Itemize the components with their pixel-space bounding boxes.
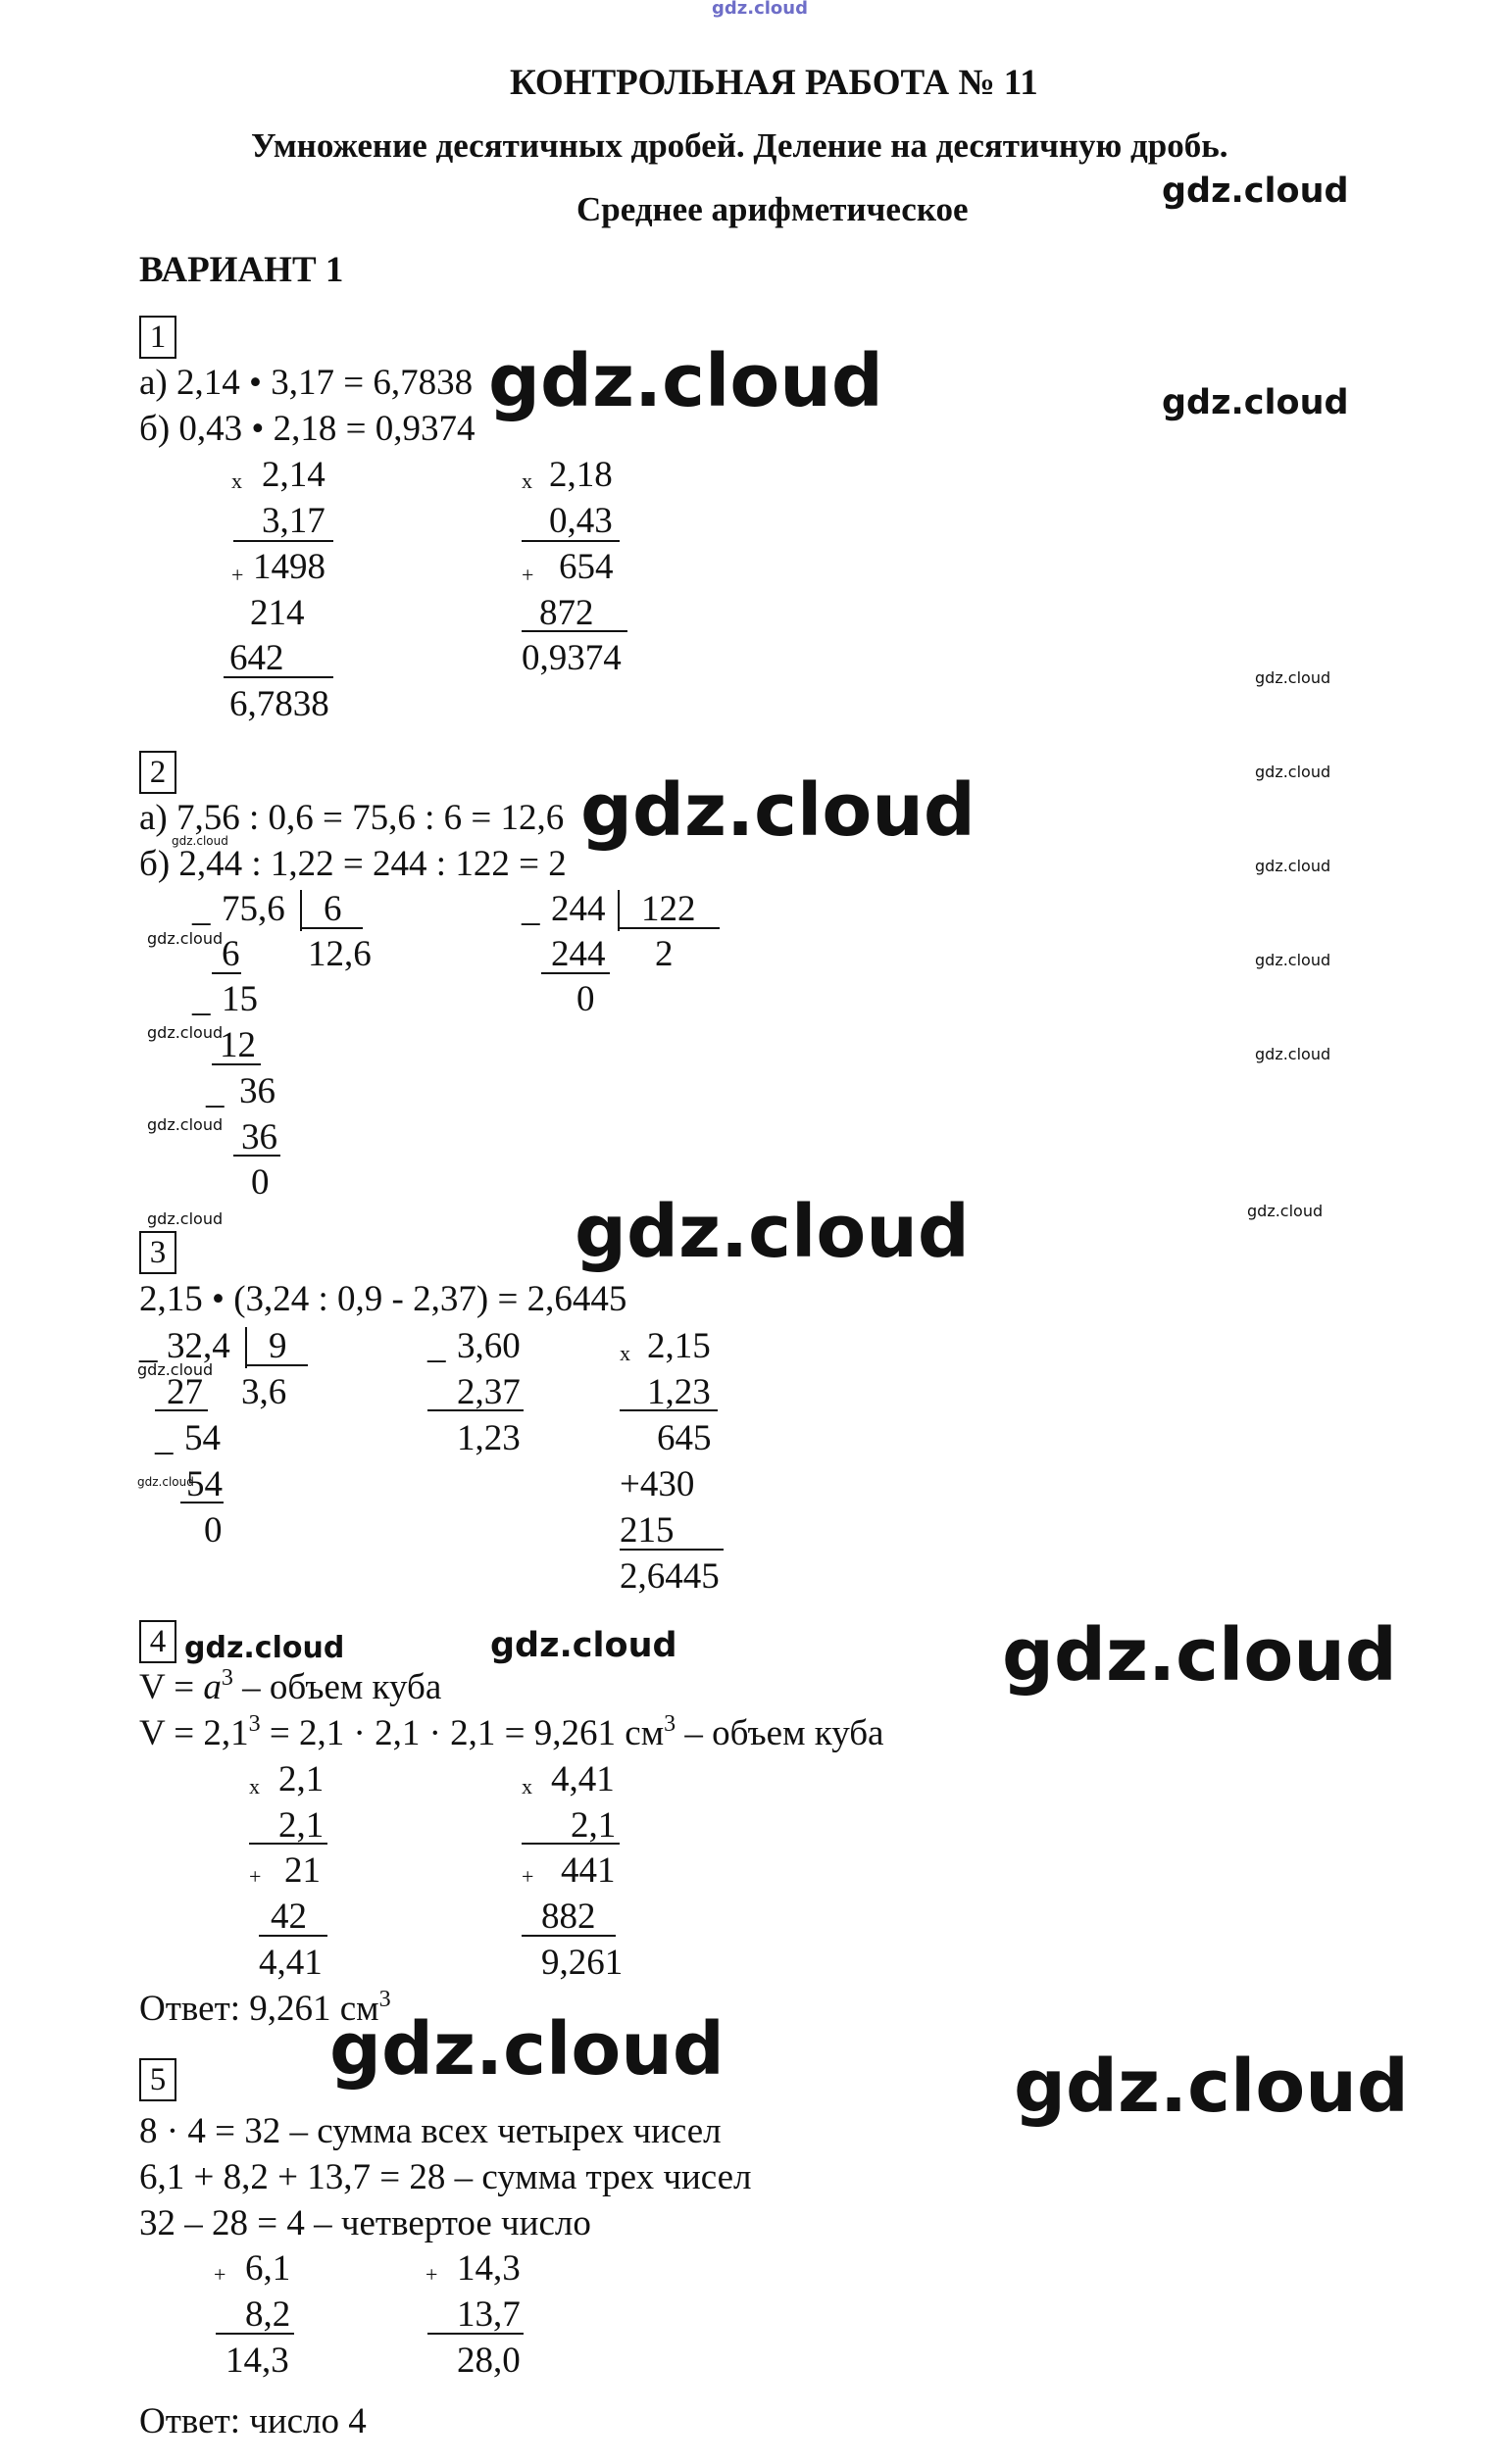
watermark: gdz.cloud	[147, 1023, 224, 1042]
page-subtitle-2: Среднее арифметическое	[576, 190, 969, 228]
partial-product: 654	[559, 547, 614, 587]
underline	[522, 1935, 616, 1937]
subtrahend: 27	[167, 1372, 203, 1412]
plus-sign: +	[249, 1864, 262, 1889]
division-bar	[618, 890, 620, 931]
addend: 6,1	[245, 2248, 291, 2289]
factor: 2,1	[278, 1759, 325, 1799]
page-subtitle: Умножение десятичных дробей. Деление на десятичную дробь.	[251, 126, 1228, 165]
underline	[249, 1843, 327, 1845]
plus-sign: +	[231, 563, 244, 587]
partial-product: 42	[271, 1897, 307, 1937]
underline	[618, 927, 720, 929]
minus-sign: _	[206, 1071, 225, 1111]
addend: 14,3	[457, 2248, 521, 2289]
task-5-line-3: 32 – 28 = 4 – четвертое число	[139, 2203, 591, 2243]
task-5-number: 5	[139, 2058, 176, 2101]
underline	[233, 540, 333, 542]
final-remainder: 0	[251, 1162, 270, 1203]
task-3-expression: 2,15 • (3,24 : 0,9 - 2,37) = 2,6445	[139, 1279, 627, 1319]
minus-sign: _	[192, 889, 211, 929]
factor: 2,15	[647, 1326, 711, 1366]
task-5-answer: Ответ: число 4	[139, 2401, 367, 2441]
task-4-answer: Ответ: 9,261 $см^3$	[139, 1987, 391, 2029]
difference: 1,23	[457, 1418, 521, 1458]
task-4-calculation: $V = 2,1^3 = 2,1 \cdot 2,1 \cdot 2,1 = 9,261$ $см^3$ – объем куба	[139, 1711, 884, 1753]
underline	[180, 1502, 224, 1503]
minus-sign: _	[139, 1326, 158, 1366]
underline	[620, 1549, 724, 1551]
task-2-number: 2	[139, 751, 176, 794]
remainder: 36	[239, 1071, 275, 1111]
partial-product: 882	[541, 1897, 596, 1937]
factor: 2,18	[549, 455, 613, 495]
multiply-sign: x	[231, 468, 242, 493]
watermark: gdz.cloud	[329, 2007, 725, 2092]
remainder: 15	[222, 979, 258, 1019]
underline	[427, 2333, 524, 2335]
subtrahend: 12	[220, 1025, 256, 1065]
divisor: 6	[324, 889, 342, 929]
watermark: gdz.cloud	[1255, 763, 1331, 781]
plus-sign: +	[426, 2262, 438, 2287]
underline	[155, 1409, 208, 1411]
multiply-sign: x	[522, 1774, 532, 1799]
sum-result: 14,3	[225, 2341, 289, 2381]
division-bar	[300, 890, 302, 931]
factor: 2,14	[262, 455, 325, 495]
watermark: gdz.cloud	[575, 1190, 970, 1274]
task-4-number: 4	[139, 1620, 176, 1663]
minus-sign: _	[427, 1326, 446, 1366]
watermark: gdz.cloud	[1247, 1202, 1324, 1220]
underline	[522, 540, 620, 542]
factor: 3,17	[262, 501, 325, 541]
watermark: gdz.cloud	[1014, 2045, 1409, 2129]
task-2-line-a: а) 7,56 : 0,6 = 75,6 : 6 = 12,6	[139, 798, 565, 838]
product-result: 2,6445	[620, 1556, 720, 1597]
partial-product: 872	[539, 593, 594, 633]
underline	[259, 1935, 327, 1937]
quotient: 12,6	[308, 934, 372, 974]
divisor: 122	[641, 889, 696, 929]
product-result: 4,41	[259, 1943, 323, 1983]
quotient: 2	[655, 934, 674, 974]
underline	[233, 1155, 280, 1157]
watermark: gdz.cloud	[147, 1115, 224, 1134]
final-remainder: 0	[576, 979, 595, 1019]
underline	[620, 1409, 718, 1411]
watermark: gdz.cloud	[172, 834, 228, 848]
underline	[245, 1364, 308, 1366]
partial-product: +430	[620, 1464, 695, 1504]
task-3-number: 3	[139, 1231, 176, 1274]
product-result: 9,261	[541, 1943, 624, 1983]
factor: 0,43	[549, 501, 613, 541]
factor: 2,1	[571, 1805, 617, 1846]
task-5-line-1: 8 · 4 = 32 – сумма всех четырех чисел	[139, 2111, 722, 2151]
watermark: gdz.cloud	[1255, 951, 1331, 969]
plus-sign: +	[214, 2262, 226, 2287]
factor: 2,1	[278, 1805, 325, 1846]
addend: 13,7	[457, 2294, 521, 2335]
watermark: gdz.cloud	[137, 1475, 194, 1489]
watermark: gdz.cloud	[488, 339, 883, 423]
watermark: gdz.cloud	[1255, 1045, 1331, 1063]
watermark: gdz.cloud	[1002, 1613, 1397, 1698]
dividend: 75,6	[222, 889, 285, 929]
subtrahend: 6	[222, 934, 240, 974]
sum-result: 28,0	[457, 2341, 521, 2381]
watermark: gdz.cloud	[147, 1209, 224, 1228]
watermark-top: gdz.cloud	[712, 0, 808, 19]
minus-sign: _	[155, 1418, 174, 1458]
underline	[522, 630, 627, 632]
partial-product: 642	[229, 638, 284, 678]
subtrahend: 244	[551, 934, 606, 974]
page-title: КОНТРОЛЬНАЯ РАБОТА № 11	[510, 63, 1038, 103]
underline	[212, 1063, 261, 1065]
underline	[541, 972, 610, 974]
addend: 8,2	[245, 2294, 291, 2335]
watermark: gdz.cloud	[1162, 172, 1349, 211]
underline	[522, 1843, 620, 1845]
watermark: gdz.cloud	[1255, 668, 1331, 687]
subtrahend: 36	[241, 1117, 277, 1158]
partial-product: 1498	[253, 547, 325, 587]
minus-sign: _	[522, 889, 540, 929]
partial-product: 214	[250, 593, 305, 633]
partial-product: 441	[561, 1850, 616, 1891]
divisor: 9	[269, 1326, 287, 1366]
plus-sign: +	[522, 563, 534, 587]
factor: 4,41	[551, 1759, 615, 1799]
quotient: 3,6	[241, 1372, 287, 1412]
watermark: gdz.cloud	[137, 1360, 214, 1379]
watermark: gdz.cloud	[184, 1631, 345, 1665]
product-result: 6,7838	[229, 684, 329, 724]
multiply-sign: x	[620, 1341, 630, 1365]
minuend: 3,60	[457, 1326, 521, 1366]
subtrahend: 54	[186, 1464, 223, 1504]
watermark: gdz.cloud	[580, 768, 976, 853]
multiply-sign: x	[522, 468, 532, 493]
multiply-sign: x	[249, 1774, 260, 1799]
task-5-line-2: 6,1 + 8,2 + 13,7 = 28 – сумма трех чисел	[139, 2157, 752, 2197]
dividend: 32,4	[167, 1326, 230, 1366]
partial-product: 21	[284, 1850, 321, 1891]
underline	[427, 1409, 524, 1411]
variant-label: ВАРИАНТ 1	[139, 250, 344, 290]
watermark: gdz.cloud	[1255, 857, 1331, 875]
partial-product: 215	[620, 1510, 675, 1551]
subtrahend: 2,37	[457, 1372, 521, 1412]
task-2-line-b: б) 2,44 : 1,22 = 244 : 122 = 2	[139, 844, 567, 884]
factor: 1,23	[647, 1372, 711, 1412]
watermark: gdz.cloud	[1162, 383, 1349, 422]
minus-sign: _	[192, 979, 211, 1019]
underline	[212, 972, 241, 974]
task-1-line-a: а) 2,14 • 3,17 = 6,7838	[139, 363, 474, 403]
watermark: gdz.cloud	[147, 929, 224, 948]
division-bar	[245, 1327, 247, 1368]
task-1-line-b: б) 0,43 • 2,18 = 0,9374	[139, 409, 476, 449]
final-remainder: 0	[204, 1510, 223, 1551]
underline	[300, 927, 363, 929]
product-result: 0,9374	[522, 638, 622, 678]
underline	[224, 676, 333, 678]
partial-product: 645	[657, 1418, 712, 1458]
underline	[216, 2333, 294, 2335]
task-1-number: 1	[139, 316, 176, 359]
task-4-formula: $V = a^3$ – объем куба	[139, 1665, 442, 1707]
watermark: gdz.cloud	[490, 1626, 677, 1665]
plus-sign: +	[522, 1864, 534, 1889]
remainder: 54	[184, 1418, 221, 1458]
dividend: 244	[551, 889, 606, 929]
